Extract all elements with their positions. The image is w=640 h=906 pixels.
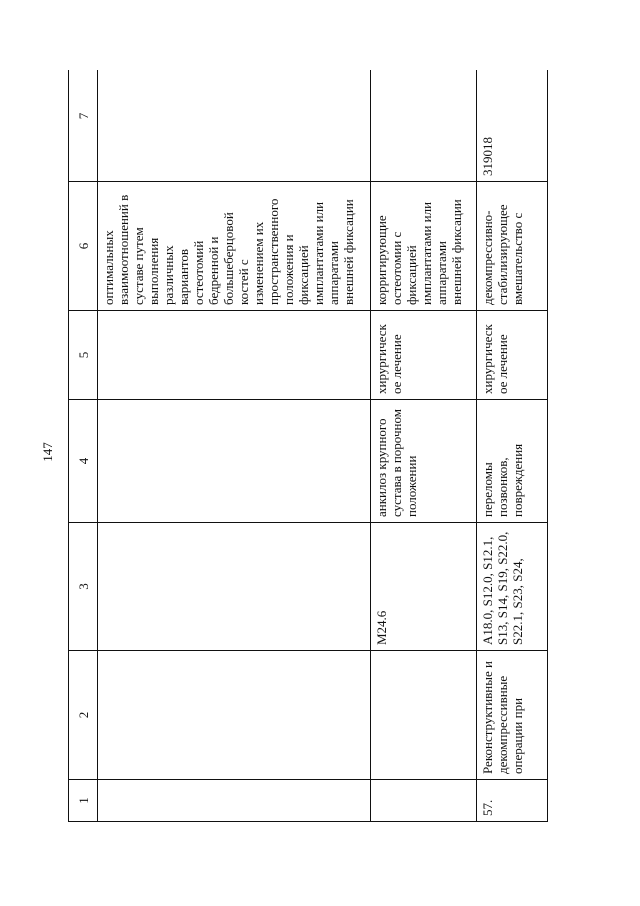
row-1-cell-3 [98, 523, 371, 651]
page-number: 147 [40, 442, 55, 462]
row-1-cell-1 [98, 780, 371, 822]
table-row [371, 70, 477, 822]
header-col-3: 3 [69, 523, 98, 651]
table-row [476, 70, 547, 822]
row-1-cell-2 [98, 651, 371, 780]
row-3-cell-1: 57. [476, 780, 547, 822]
row-1-cell-7 [98, 70, 371, 182]
table-row [98, 70, 371, 822]
header-col-1: 1 [69, 780, 98, 822]
header-col-4: 4 [69, 400, 98, 523]
row-1-cell-5 [98, 311, 371, 400]
table-header-row [69, 70, 98, 822]
row-1-cell-4 [98, 400, 371, 523]
row-2-cell-6: корригирующие остеотомии с фиксацией имплантатами или аппаратами внешней фиксации [371, 182, 477, 311]
row-3-cell-6: декомпрессивно- стабилизирующее вмешательство с [476, 182, 547, 311]
row-2-cell-5: хирургическ ое лечение [371, 311, 477, 400]
row-3-cell-3: A18.0, S12.0, S12.1, S13, S14, S19, S22.0, S22.1, S23, S24, [476, 523, 547, 651]
row-3-cell-4: переломы позвонков, повреждения [476, 400, 547, 523]
row-3-cell-7: 319018 [476, 70, 547, 182]
row-2-cell-1 [371, 780, 477, 822]
rotated-table-container [68, 70, 548, 822]
row-3-cell-5: хирургическ ое лечение [476, 311, 547, 400]
row-2-cell-3: M24.6 [371, 523, 477, 651]
row-3-cell-2: Реконструктивные и декомпрессивные операции при [476, 651, 547, 780]
row-2-cell-7 [371, 70, 477, 182]
row-2-cell-2 [371, 651, 477, 780]
header-col-2: 2 [69, 651, 98, 780]
header-col-7: 7 [69, 70, 98, 182]
row-2-cell-4: анкилоз крупного сустава в порочном положении [371, 400, 477, 523]
procedures-table [68, 70, 548, 822]
row-1-cell-6: оптимальных взаимоотношений в суставе путем выполнения различных вариантов остеотомий бедренной и большеберцовой костей с изменением их пространственного положения и фиксацией имплантатами или аппаратами внешней фиксации [98, 182, 371, 311]
header-col-6: 6 [69, 182, 98, 311]
header-col-5: 5 [69, 311, 98, 400]
table-viewport [68, 70, 548, 822]
